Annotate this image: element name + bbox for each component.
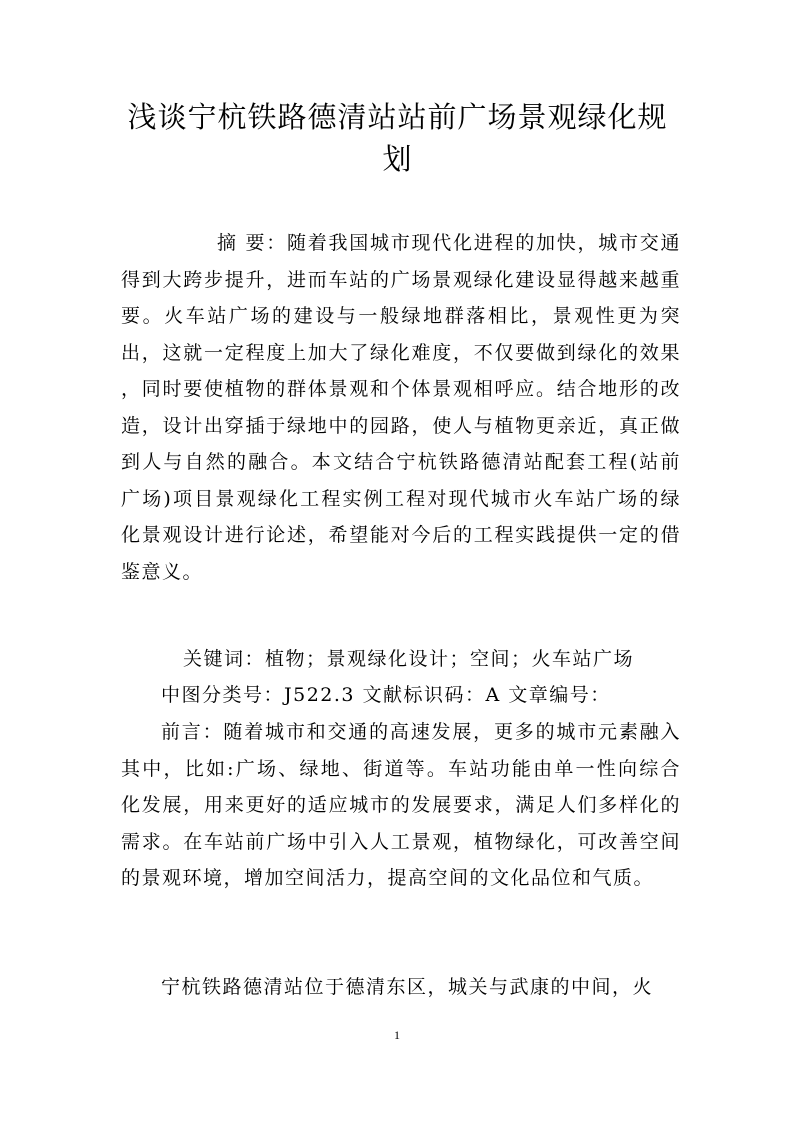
abstract-paragraph: 摘 要：随着我国城市现代化进程的加快，城市交通得到大跨步提升，进而车站的广场景观绿化建设显得越来越重要。火车站广场的建设与一般绿地群落相比，景观性更为突出，这就一定程度上加大了绿化难度，不仅要做到绿化的效果 ，同时要使植物的群体景观和个体景观相呼应。结合地形的改造，设计出穿插于绿地中的园路，使人与植物更亲近，真正做到人与自然的融合。本文结合宁杭铁路德清站配套工程(站前广场)项目景观绿化工程实例工程对现代城市火车站广场的绿化景观设计进行论述，希望能对今后的工程实践提供一定的借鉴意义。 [121,232,681,583]
preface-paragraph: 前言：随着城市和交通的高速发展，更多的城市元素融入其中，比如:广场、绿地、街道等。车站功能由单一性向综合化发展，用来更好的适应城市的发展要求，满足人们多样化的需求。在车站前广场中引入人工景观，植物绿化，可改善空间的景观环境，增加空间活力，提高空间的文化品位和气质。 [121,721,681,889]
keywords-line: 关键词：植物；景观绿化设计；空间；火车站广场 [183,648,635,670]
page-number: 1 [394,1028,400,1042]
body-paragraph: 宁杭铁路德清站位于德清东区，城关与武康的中间，火 [161,976,654,998]
classification-line: 中图分类号：J522.3 文献标识码：A 文章编号： [161,684,611,706]
document-title: 浅谈宁杭铁路德清站站前广场景观绿化规划 [127,100,668,176]
